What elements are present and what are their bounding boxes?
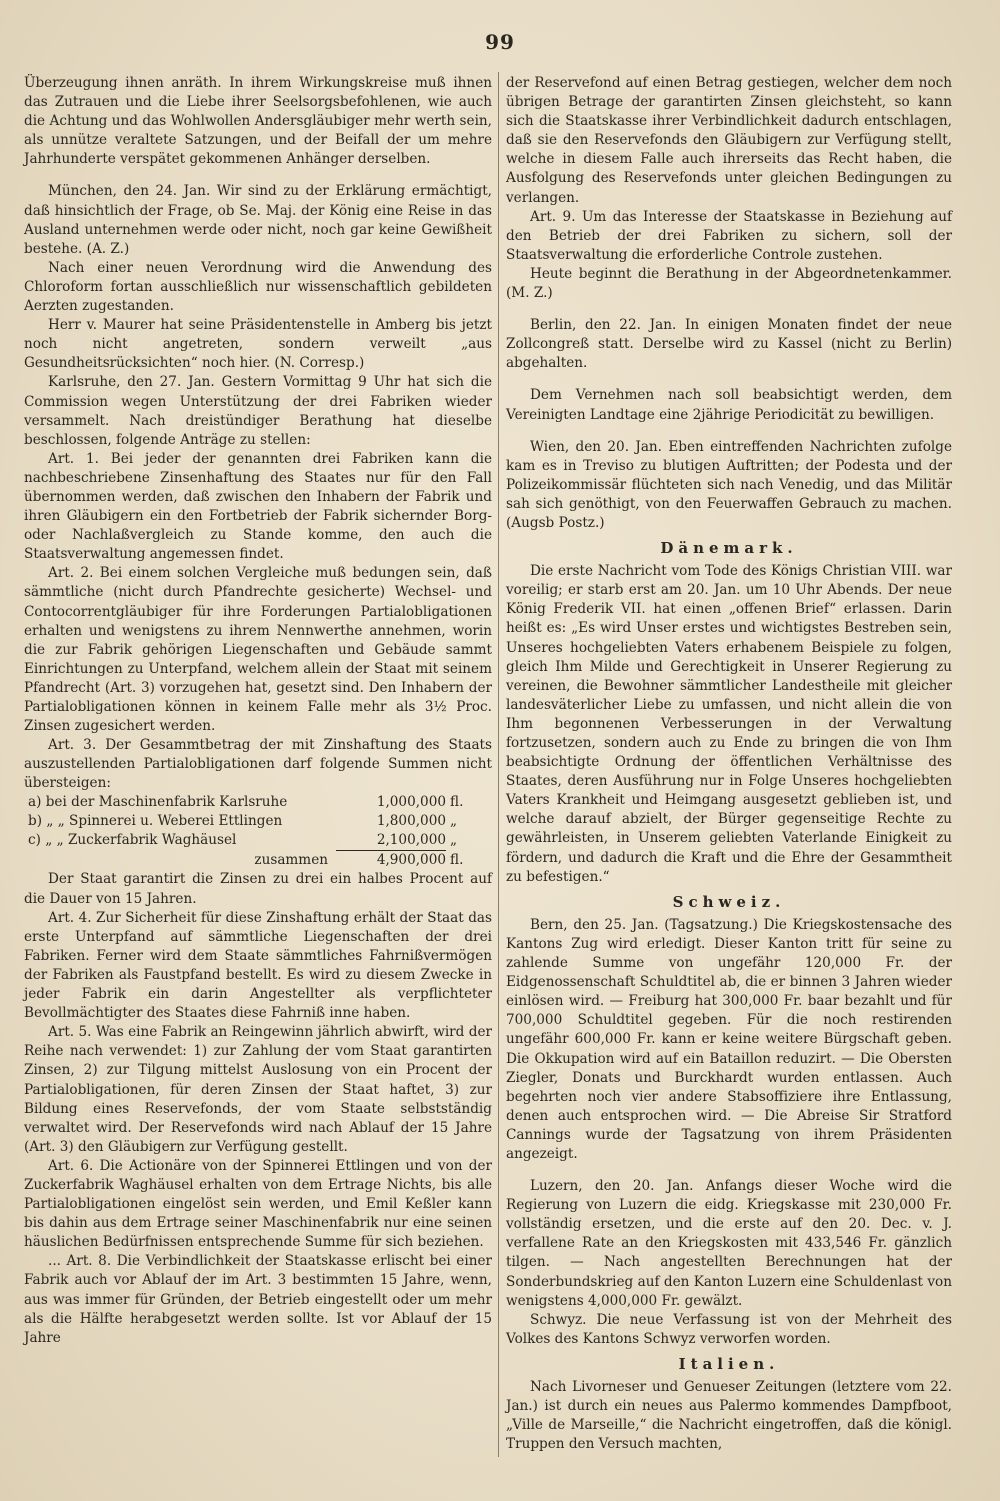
paragraph-chloroform: Nach einer neuen Verordnung wird die Anwendung des Chloroform fortan ausschließlich nur wissenschaftlich gebildeten Aerzten zugestanden.	[24, 259, 492, 315]
sums-label: b) „ „ Spinnerei u. Weberei Ettlingen	[28, 813, 283, 830]
sums-label: c) „ „ Zuckerfabrik Waghäusel	[28, 832, 237, 849]
column-divider	[498, 72, 499, 1457]
sums-row-a	[28, 793, 476, 812]
paragraph-conviction: Überzeugung ihnen anräth. In ihrem Wirkungskreise muß ihnen das Zutrauen und die Liebe ihrer Seelsorgsbefohlenen, wie auch die Achtung und das Wohlwollen Andersgläubiger mehr werth sein, als unnütze veraltete Satzungen, und der Beifall der um mehre Jahrhunderte verspätet gekommenen Anhänger derselben.	[24, 75, 492, 168]
paragraph-luzern: Luzern, den 20. Jan. Anfangs dieser Woche wird die Regierung von Luzern die eidg. Kriegskasse mit 230,000 Fr. vollständig ersetzen, und die erste auf den 20. Dec. v. J. verfallene Rate an den Kriegskosten mit 433,546 Fr. gänzlich tilgen. — Nach angestellten Berechnungen hat der Sonderbundskrieg auf den Kanton Luzern eine Schuldenlast von wenigstens 4,000,000 Fr. gewälzt.	[506, 1178, 952, 1309]
paragraph-art1: Art. 1. Bei jeder der genannten drei Fabriken kann die nachbeschriebene Zinsenhaftung des Staates nur für den Fall übernommen werden, daß zwischen den Inhabern der Fabrik und ihren Gläubigern ein den Fortbetrieb der Fabrik sichernder Borg- oder Nachlaßvergleich zu Stande komme, den auch die Staatsverwaltung angemessen findet.	[24, 450, 492, 563]
paragraph-art4: Art. 4. Zur Sicherheit für diese Zinshaftung erhält der Staat das erste Unterpfand auf sämmtliche Liegenschaften der drei Fabriken. Ferner wird dem Staate sämmtliches Fahrnißvermögen der Fabriken als Faustpfand bestellt. Es wird zu diesem Zwecke in jeder Fabrik ein darin Angestellter als verpflichteter Bevollmächtigter des Staates diese Fahrniß inne haben.	[24, 909, 492, 1022]
heading-schweiz: Schweiz.	[672, 892, 786, 911]
paragraph-berlin: Berlin, den 22. Jan. In einigen Monaten findet der neue Zollcongreß statt. Derselbe wird zu Kassel (nicht zu Berlin) abgehalten.	[506, 317, 952, 372]
sums-total-unit: fl.	[450, 851, 464, 868]
paragraph-daenemark: Die erste Nachricht vom Tode des Königs Christian VIII. war voreilig; er starb erst am 20. Jan. um 10 Uhr Abends. Der neue König Frederik VII. hat einen „offenen Brief“ erlassen. Darin heißt es: „Es wird Unser erstes und wichtigstes Bestreben sein, Unseres hochgeliebten Vaters erhabenem Beispiele zu folgen, gleich Ihm Milde und Gerechtigkeit in Unserer Regierung zu vereinen, die Bewohner sämmtlicher Landestheile mit gleicher landesväterlicher Liebe zu umfassen, und nicht allein die von Ihm begonnenen Verbesserungen in der Verwaltung fortzusetzen, sondern auch zu Ende zu bringen die von Ihm beabsichtigte Ordnung der öffentlichen Verhältnisse des Staates, deren Ausführung nur in Folge Unseres hochgeliebten Vaters Krankheit und Heimgang ausgesetzt geblieben ist, und welche darauf abzielt, der Bürger gegenseitige Rechte zu gewährleisten, in Unserem geliebten Vaterlande Einigkeit zu fördern, und dadurch die Kraft und die Ehre der Gesammtheit zu befestigen.“	[506, 563, 952, 885]
paragraph-bern: Bern, den 25. Jan. (Tagsatzung.) Die Kriegskostensache des Kantons Zug wird erledigt. Dieser Kanton tritt für seine zu zahlende Summe von ungefähr 120,000 Fr. der Eidgenossenschaft Schuldtitel ab, die er binnen 3 Jahren wieder einlösen wird. — Freiburg hat 300,000 Fr. baar bezahlt und für 700,000 Schuldtitel gegeben. Für die noch restirenden ungefähr 600,000 Fr. kann er keine weitere Bürgschaft geben. Die Okkupation wird auf ein Bataillon reduzirt. — Die Obersten Ziegler, Donats und Burckhardt wurden entlassen. Auch begehrten noch vier andere Stabsoffiziere ihre Entlassung, denen auch entsprochen wird. — Die Abreise Sir Stratford Cannings wurde der Tagsatzung von ihrem Präsidenten angezeigt.	[506, 916, 952, 1162]
paragraph-art9: Art. 9. Um das Interesse der Staatskasse in Beziehung auf den Betrieb der drei Fabriken zu sichern, soll der Staatsverwaltung die erforderliche Controle zustehen.	[506, 208, 952, 263]
paragraph-italien: Nach Livorneser und Genueser Zeitungen (letztere vom 22. Jan.) ist durch ein neues aus Palermo kommendes Dampfboot, „Ville de Marseille,“ die Nachricht eingetroffen, daß die königl. Truppen den Versuch machten,	[506, 1379, 952, 1453]
paragraph-wien: Wien, den 20. Jan. Eben eintreffenden Nachrichten zufolge kam es in Treviso zu blutigen Auftritten; der Podesta und der Polizeikommissär flüchteten sich nach Venedig, und das Militär sah sich genöthigt, von den Feuerwaffen Gebrauch zu machen. (Augsb Postz.)	[506, 438, 952, 531]
right-column	[506, 74, 952, 1454]
paragraph-muenchen: München, den 24. Jan. Wir sind zu der Erklärung ermächtigt, daß hinsichtlich der Frage, ob Se. Maj. der König eine Reise in das Ausland unternehmen werde oder nicht, noch gar keine Gewißheit bestehe. (A. Z.)	[24, 183, 492, 257]
heading-daenemark: Dänemark.	[660, 539, 798, 558]
sums-row-b	[28, 812, 476, 831]
paragraph-schwyz: Schwyz. Die neue Verfassung ist von der Mehrheit des Volkes des Kantons Schwyz verworfen worden.	[506, 1311, 952, 1347]
paragraph-reservefond: der Reservefond auf einen Betrag gestiegen, welcher dem noch übrigen Betrage der garantirten Zinsen gleichsteht, so kann sich die Staatskasse ihrer Verbindlichkeit dadurch entschlagen, daß sie den Reservefonds den Gläubigern zur Verfügung stellt, welche in diesem Falle auch ihrerseits das Recht haben, die Ausfolgung des Reservefonds unter gleichen Bedingungen zu verlangen.	[506, 75, 952, 206]
paragraph-art2: Art. 2. Bei einem solchen Vergleiche muß bedungen sein, daß sämmtliche (nicht durch Pfandrechte gesicherte) Wechsel- und Contocorrentgläubiger für ihre Forderungen Partialobligationen erhalten und wenigstens zu ihrem Nennwerthe annehmen, worin die zur Fabrik gehörigen Liegenschaften und Gebäude sammt Einrichtungen zu Unterpfand, welchem allein der Staat mit seinem Pfandrecht (Art. 3) vorzugehen hat, gesetzt sind. Den Inhabern der Partialobligationen können in keinem Falle mehr als 3½ Proc. Zinsen zugesichert werden.	[24, 565, 492, 735]
sums-unit: fl.	[450, 794, 464, 811]
sums-row-c	[28, 831, 476, 851]
sums-amount: 1,800,000	[376, 813, 446, 830]
paragraph-art8: ... Art. 8. Die Verbindlichkeit der Staatskasse erlischt bei einer Fabrik auch vor Ablauf der im Art. 3 bestimmten 15 Jahre, wenn, aus was immer für Gründen, der Betrieb eingestellt oder um mehr als die Hälfte herabgesetzt werden sollte. Ist vor Ablauf der 15 Jahre	[24, 1253, 492, 1346]
sums-unit: „	[450, 813, 458, 830]
page-number: 99	[485, 30, 515, 54]
paragraph-art6: Art. 6. Die Actionäre von der Spinnerei Ettlingen und von der Zuckerfabrik Waghäusel erhalten von dem Ertrage Nichts, bis alle Partialobligationen eingelöst sein werden, und Emil Keßler kann bis dahin aus dem Ertrage seiner Maschinenfabrik nur eine seinen häuslichen Bedürfnissen entsprechende Summe für sich beziehen.	[24, 1157, 492, 1251]
sums-row-total	[28, 851, 476, 871]
sums-amount: 2,100,000	[336, 831, 446, 851]
heading-italien: Italien.	[678, 1354, 780, 1373]
sums-amount: 1,000,000	[376, 794, 446, 811]
sums-label: a) bei der Maschinenfabrik Karlsruhe	[28, 794, 288, 811]
paragraph-art5: Art. 5. Was eine Fabrik an Reingewinn jährlich abwirft, wird der Reihe nach verwendet: 1) zur Zahlung der vom Staat garantirten Zinsen, 2) zur Tilgung mittelst Auslosung von ein Procent der Partialobligationen, für deren Zinsen der Staat haftet, 3) zur Bildung eines Reservefonds, der vom Staate selbstständig verwaltet wird. Der Reservefonds wird nach Ablauf der 15 Jahre (Art. 3) den Gläubigern zur Verfügung gestellt.	[24, 1024, 492, 1155]
sums-table	[28, 793, 476, 870]
paragraph-guarantee: Der Staat garantirt die Zinsen zu drei ein halbes Procent auf die Dauer von 15 Jahren.	[24, 871, 492, 907]
paragraph-karlsruhe: Karlsruhe, den 27. Jan. Gestern Vormittag 9 Uhr hat sich die Commission wegen Unterstützung der drei Fabriken wieder versammelt. Nach dreistündiger Berathung hat dieselbe beschlossen, folgende Anträge zu stellen:	[24, 374, 492, 448]
paragraph-landtag: Dem Vernehmen nach soll beabsichtigt werden, dem Vereinigten Landtage eine 2jährige Periodicität zu bewilligen.	[506, 387, 952, 423]
left-column	[24, 74, 492, 1348]
paragraph-maurer: Herr v. Maurer hat seine Präsidentenstelle in Amberg bis jetzt noch nicht angetreten, sondern verweilt „aus Gesundheitsrücksichten“ noch hier. (N. Corresp.)	[24, 317, 492, 372]
paragraph-abgeordnetenkammer: Heute beginnt die Berathung in der Abgeordnetenkammer. (M. Z.)	[506, 265, 952, 302]
sums-total-amount: 4,900,000	[376, 852, 446, 869]
sums-total-label: zusammen	[254, 851, 328, 868]
paragraph-art3: Art. 3. Der Gesammtbetrag der mit Zinshaftung des Staats auszustellenden Partialobligationen darf folgende Summen nicht übersteigen:	[24, 737, 492, 792]
sums-unit: „	[450, 832, 458, 849]
